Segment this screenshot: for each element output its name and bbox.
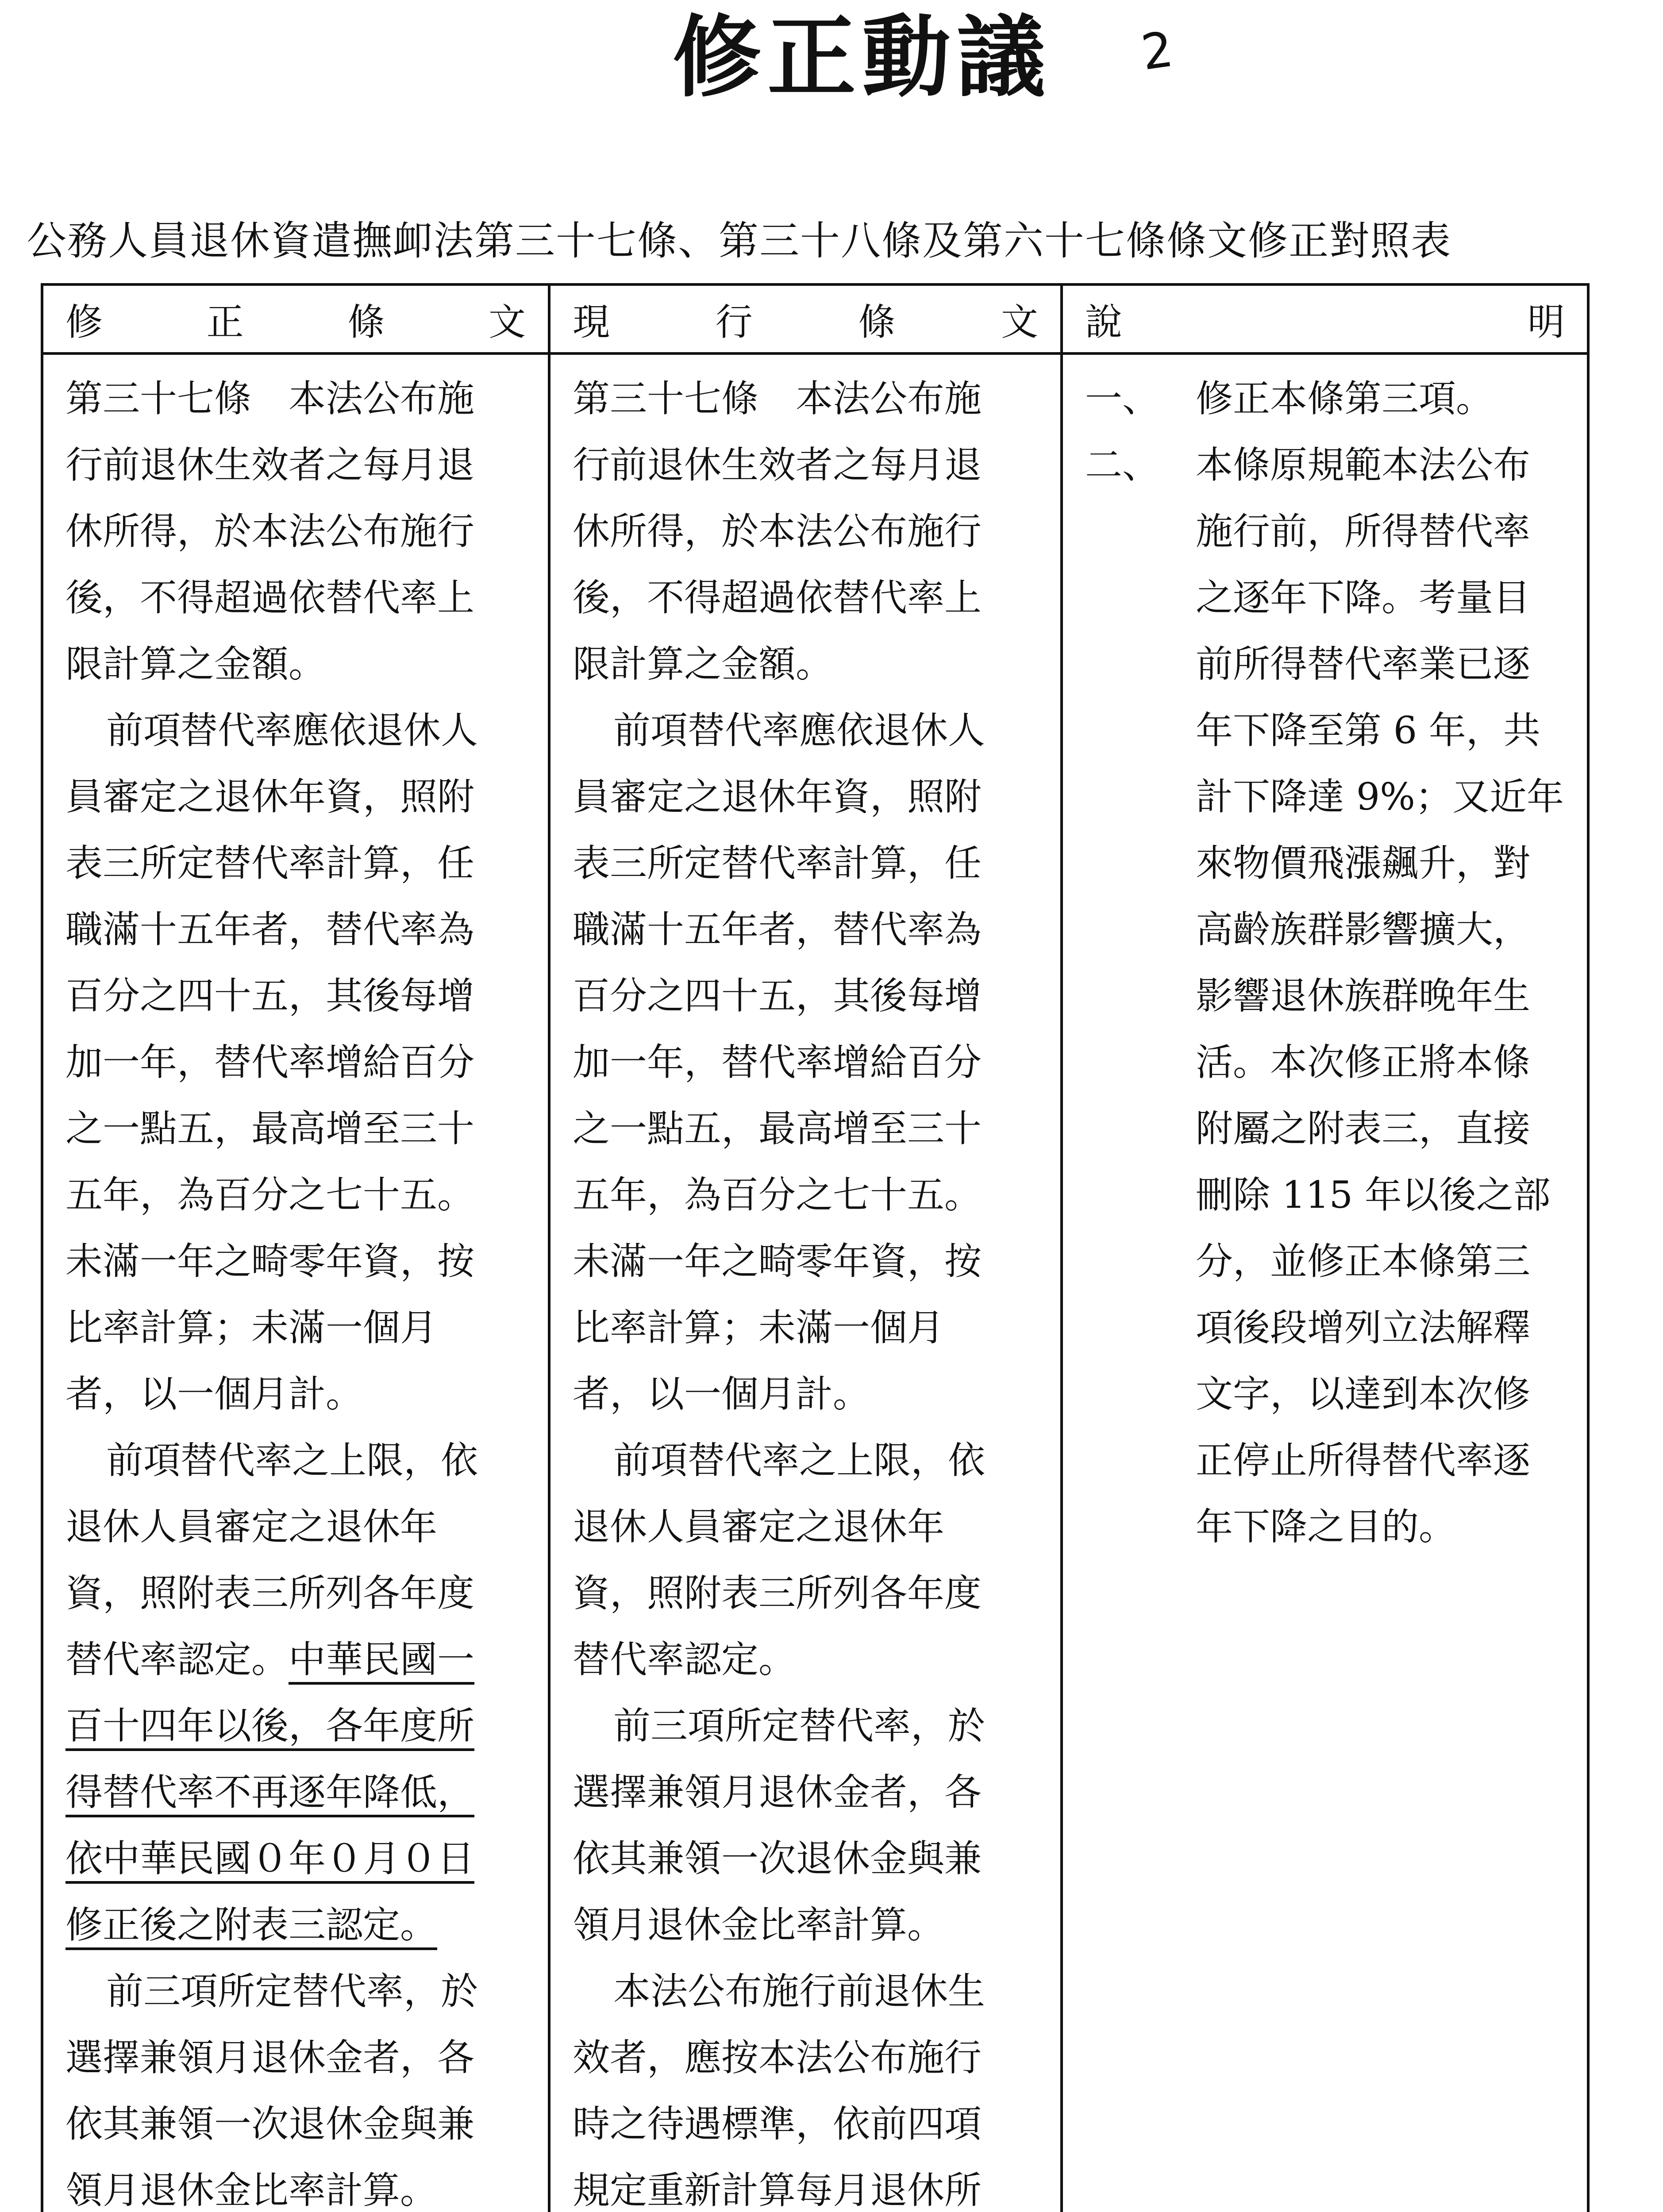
note-text-line: 正停止所得替代率逐 xyxy=(1196,1439,1531,1482)
header-char: 修 xyxy=(65,300,103,344)
text-line: 前項替代率應依退休人 xyxy=(613,709,985,752)
text-line: 加一年，替代率增給百分 xyxy=(573,1041,982,1084)
text-line: 依其兼領一次退休金與兼 xyxy=(573,1837,982,1880)
text-line: 替代率認定。 xyxy=(573,1638,796,1681)
note-text-line: 刪除 115 年以後之部 xyxy=(1196,1173,1551,1217)
text-line: 後，不得超過依替代率上 xyxy=(65,576,475,619)
note-text-line: 分，並修正本條第三 xyxy=(1196,1240,1531,1283)
text-line: 前三項所定替代率，於 xyxy=(106,1970,478,2013)
text-line: 者，以一個月計。 xyxy=(573,1372,870,1416)
header-char: 條 xyxy=(858,300,896,344)
comparison-table xyxy=(41,283,1590,2212)
amendment-underlined-text: 依中華民國０年０月０日 xyxy=(65,1837,475,1880)
note-text-line: 年下降之目的。 xyxy=(1196,1505,1456,1548)
text-line: 者，以一個月計。 xyxy=(65,1372,363,1416)
note-text-line: 影響退休族群晚年生 xyxy=(1196,974,1531,1018)
text-line: 比率計算；未滿一個月 xyxy=(65,1306,438,1349)
note-text: 修正本條第三項。 xyxy=(1196,377,1494,420)
text-line: 第三十七條 本法公布施 xyxy=(65,377,475,420)
note-text: 本條原規範本法公布 xyxy=(1196,443,1531,487)
header-char: 條 xyxy=(347,300,385,344)
text-line xyxy=(65,1626,543,1693)
text-line: 限計算之金額。 xyxy=(573,642,833,686)
header-char: 行 xyxy=(715,300,753,344)
amended-text-column xyxy=(65,365,543,2212)
table-header-row xyxy=(43,286,1587,355)
column-divider xyxy=(548,286,550,2212)
text-line: 時之待遇標準，依前四項 xyxy=(573,2102,982,2146)
note-text-line: 年下降至第 6 年，共 xyxy=(1196,709,1540,752)
text-segment: 替代率認定。 xyxy=(65,1638,289,1681)
note-text-line: 附屬之附表三，直接 xyxy=(1196,1107,1531,1150)
text-line: 領月退休金比率計算。 xyxy=(573,1903,945,1947)
header-current-text xyxy=(550,286,1060,352)
text-line: 表三所定替代率計算，任 xyxy=(65,841,475,885)
text-line: 前項替代率之上限，依 xyxy=(613,1439,985,1482)
note-number: 二、 xyxy=(1085,443,1160,487)
note-number: 一、 xyxy=(1085,377,1160,420)
text-line: 職滿十五年者，替代率為 xyxy=(65,908,475,951)
header-char: 正 xyxy=(206,300,244,344)
text-line: 效者，應按本法公布施行 xyxy=(573,2036,982,2079)
amendment-underlined-text: 百十四年以後，各年度所 xyxy=(65,1704,475,1747)
text-line: 選擇兼領月退休金者，各 xyxy=(65,2036,475,2079)
text-line: 退休人員審定之退休年 xyxy=(573,1505,945,1548)
text-line: 限計算之金額。 xyxy=(65,642,326,686)
text-line: 百分之四十五，其後每增 xyxy=(65,974,475,1018)
header-explanation xyxy=(1063,286,1587,352)
text-line: 依其兼領一次退休金與兼 xyxy=(65,2102,475,2146)
text-line: 行前退休生效者之每月退 xyxy=(65,443,475,487)
note-text-line: 之逐年下降。考量目 xyxy=(1196,576,1531,619)
text-line: 資，照附表三所列各年度 xyxy=(65,1571,475,1615)
text-line: 休所得，於本法公布施行 xyxy=(65,510,475,553)
text-line: 本法公布施行前退休生 xyxy=(613,1970,985,2013)
amendment-underlined-text: 修正後之附表三認定。 xyxy=(65,1903,438,1947)
text-line: 前項替代率之上限，依 xyxy=(106,1439,478,1482)
text-line: 職滿十五年者，替代率為 xyxy=(573,908,982,951)
text-line: 比率計算；未滿一個月 xyxy=(573,1306,945,1349)
text-line: 員審定之退休年資，照附 xyxy=(573,775,982,818)
explanation-column xyxy=(1085,365,1585,1560)
text-line: 退休人員審定之退休年 xyxy=(65,1505,438,1548)
note-text-line: 文字，以達到本次修 xyxy=(1196,1372,1531,1416)
header-char: 文 xyxy=(488,300,526,344)
text-line: 選擇兼領月退休金者，各 xyxy=(573,1770,982,1814)
note-text-line: 活。本次修正將本條 xyxy=(1196,1041,1531,1084)
explanation-note-1 xyxy=(1085,365,1585,432)
note-text-line: 來物價飛漲飆升，對 xyxy=(1196,841,1531,885)
text-line: 表三所定替代率計算，任 xyxy=(573,841,982,885)
column-divider xyxy=(1060,286,1063,2212)
text-line: 之一點五，最高增至三十 xyxy=(65,1107,475,1150)
text-line: 行前退休生效者之每月退 xyxy=(573,443,982,487)
header-char: 文 xyxy=(1001,300,1038,344)
header-char: 說 xyxy=(1085,300,1123,344)
text-line: 規定重新計算每月退休所 xyxy=(573,2169,982,2212)
header-amended-text xyxy=(43,286,548,352)
header-char: 明 xyxy=(1527,300,1565,344)
text-line: 第三十七條 本法公布施 xyxy=(573,377,982,420)
text-line: 百分之四十五，其後每增 xyxy=(573,974,982,1018)
note-text-line: 項後段增列立法解釋 xyxy=(1196,1306,1531,1349)
note-text-line: 前所得替代率業已逐 xyxy=(1196,642,1531,686)
amendment-underlined-text: 中華民國一 xyxy=(289,1638,475,1681)
current-text-column xyxy=(573,365,1055,2212)
header-char: 現 xyxy=(573,300,610,344)
text-line: 未滿一年之畸零年資，按 xyxy=(573,1240,982,1283)
text-line: 前三項所定替代率，於 xyxy=(613,1704,985,1747)
motion-title: 修正動議 xyxy=(673,5,1052,109)
text-line: 資，照附表三所列各年度 xyxy=(573,1571,982,1615)
text-line: 之一點五，最高增至三十 xyxy=(573,1107,982,1150)
text-line: 前項替代率應依退休人 xyxy=(106,709,478,752)
text-line: 未滿一年之畸零年資，按 xyxy=(65,1240,475,1283)
text-line: 後，不得超過依替代率上 xyxy=(573,576,982,619)
note-text-line: 計下降達 9%；又近年 xyxy=(1196,775,1564,818)
explanation-note-2 xyxy=(1085,432,1585,498)
text-line: 休所得，於本法公布施行 xyxy=(573,510,982,553)
text-line: 領月退休金比率計算。 xyxy=(65,2169,438,2212)
note-text-line: 施行前，所得替代率 xyxy=(1196,510,1531,553)
note-text-line: 高齡族群影響擴大， xyxy=(1196,908,1531,951)
text-line: 員審定之退休年資，照附 xyxy=(65,775,475,818)
text-line: 五年，為百分之七十五。 xyxy=(573,1173,982,1217)
handwritten-mark: 2 xyxy=(1138,20,1177,81)
text-line: 五年，為百分之七十五。 xyxy=(65,1173,475,1217)
text-line: 加一年，替代率增給百分 xyxy=(65,1041,475,1084)
amendment-underlined-text: 得替代率不再逐年降低， xyxy=(65,1770,475,1814)
table-title: 公務人員退休資遣撫卹法第三十七條、第三十八條及第六十七條條文修正對照表 xyxy=(27,218,1451,264)
